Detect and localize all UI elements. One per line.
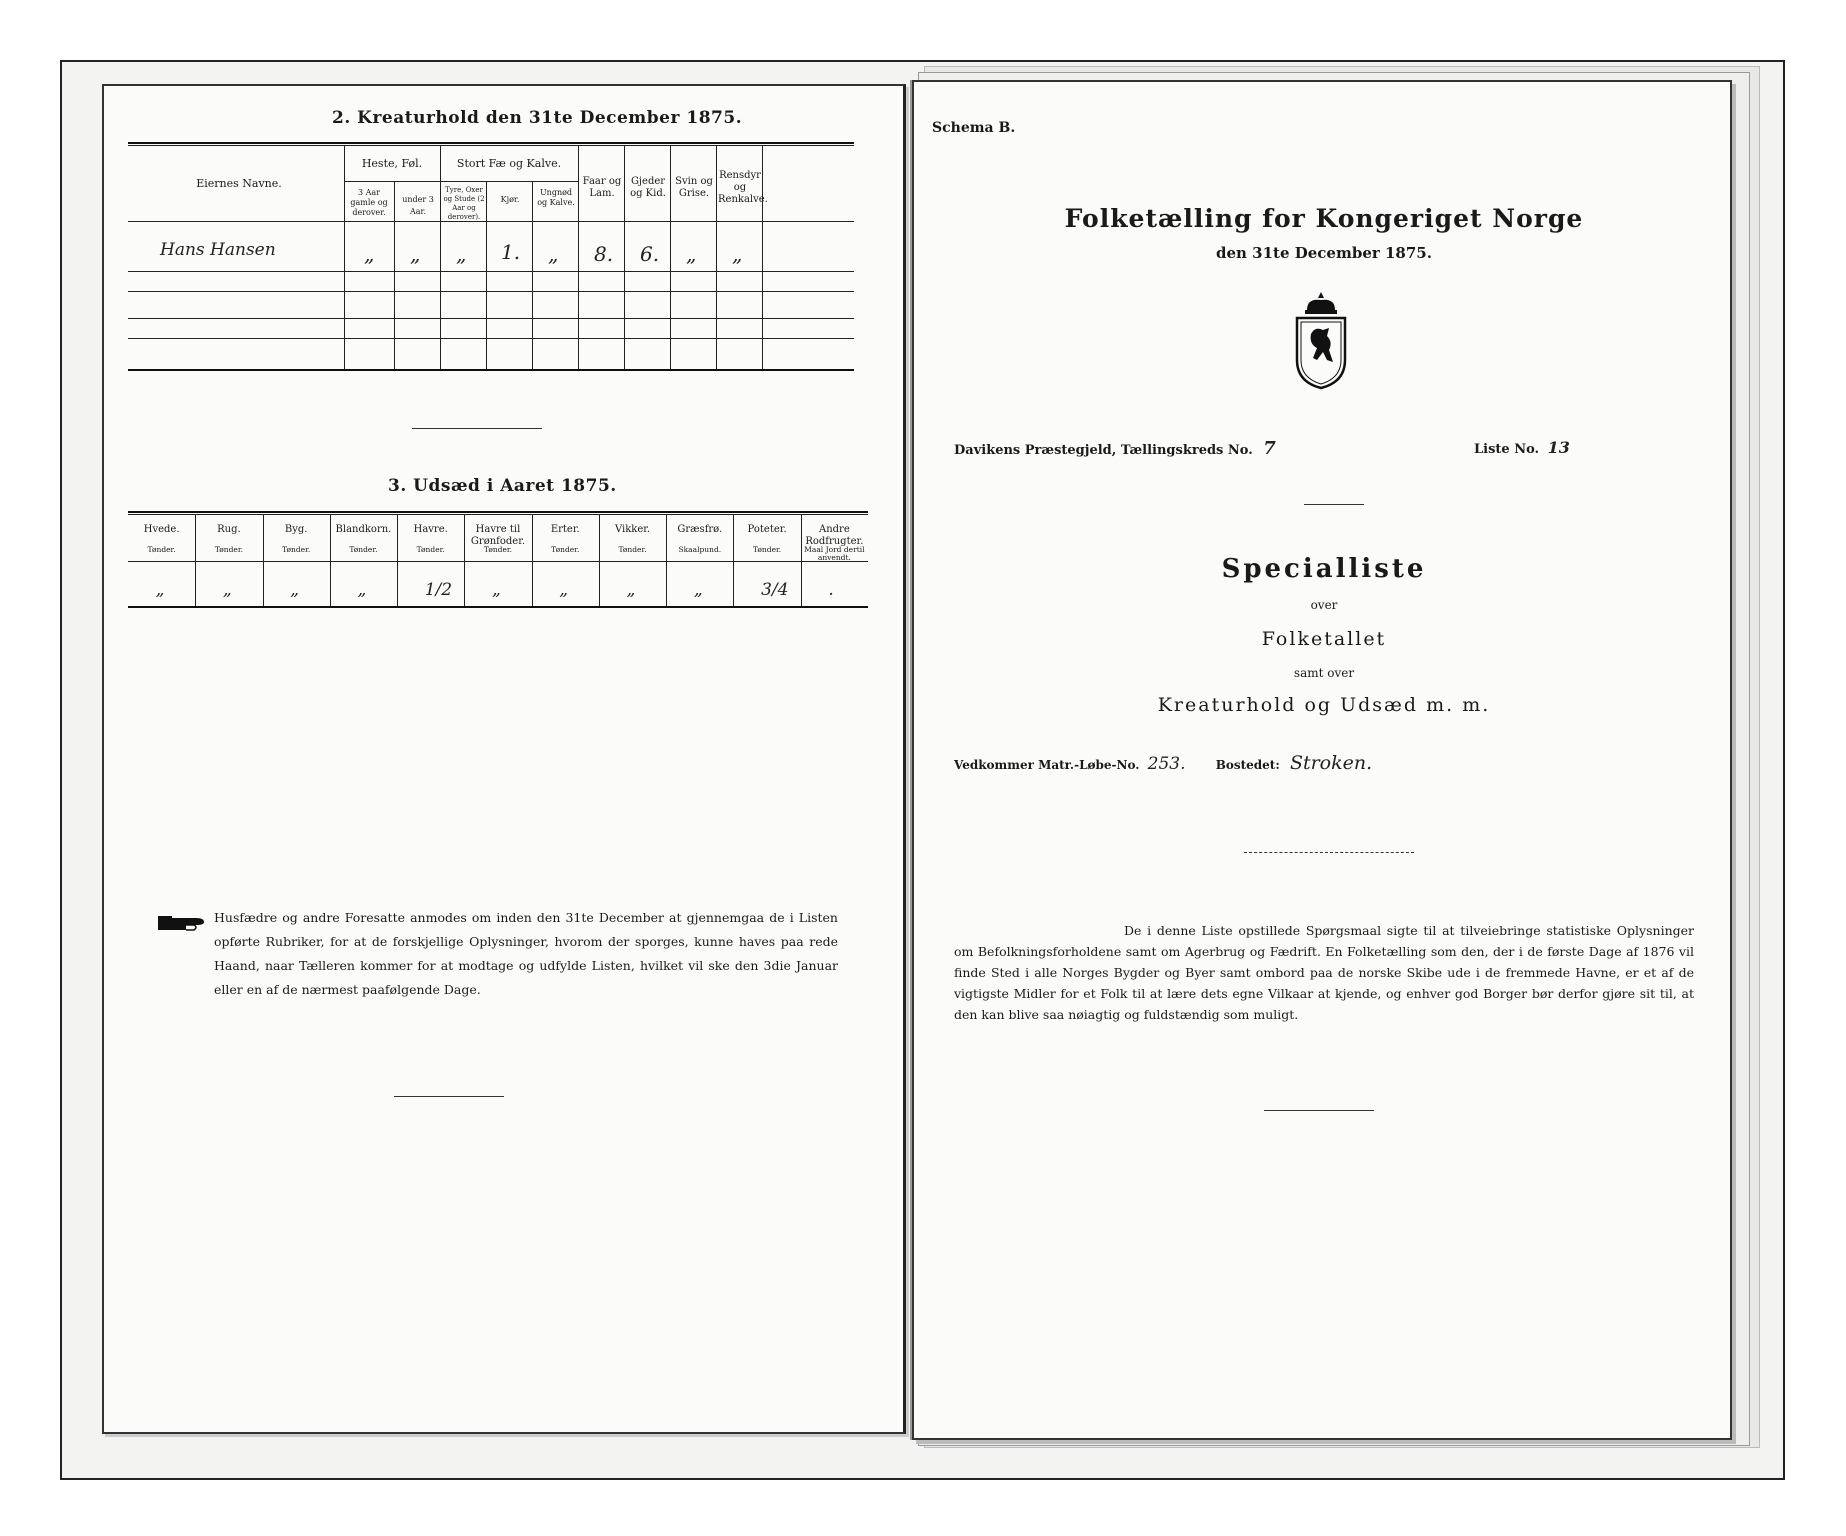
table3-vline bbox=[801, 515, 802, 606]
table3-value: „ bbox=[357, 580, 367, 600]
fae-c-value: „ bbox=[548, 242, 559, 266]
matr-no: 253. bbox=[1147, 754, 1186, 774]
table2-vline bbox=[624, 146, 625, 369]
faar-header: Faar og Lam. bbox=[582, 176, 622, 199]
table3-value: 3/4 bbox=[761, 580, 789, 600]
table2-vline bbox=[578, 146, 579, 369]
table2-top-rule2 bbox=[128, 145, 854, 146]
district-no: 7 bbox=[1263, 438, 1276, 459]
district-label: Tællingskreds No. bbox=[1120, 443, 1253, 458]
folketallet: Folketallet bbox=[1261, 628, 1387, 650]
table2-vline bbox=[344, 146, 345, 369]
table2-row-rule-3 bbox=[128, 318, 854, 319]
table3-col-unit: Skaalpund. bbox=[678, 545, 722, 554]
table2-row-rule-4 bbox=[128, 338, 854, 339]
table3-col-name: Græsfrø. bbox=[677, 524, 723, 535]
table3-col-unit: Tønder. bbox=[416, 545, 445, 554]
table3-vline bbox=[599, 515, 600, 606]
parish-name: Davikens bbox=[954, 443, 1021, 458]
right-page bbox=[912, 80, 1732, 1440]
table3-col-unit: Tønder. bbox=[214, 545, 243, 554]
matr-line bbox=[954, 752, 1372, 774]
heste-a-value: „ bbox=[364, 242, 375, 266]
specialliste-title: Specialliste bbox=[1221, 554, 1427, 584]
table2-header-rule bbox=[128, 221, 854, 222]
parish-label: Præstegjeld, bbox=[1024, 443, 1117, 458]
table3-value: „ bbox=[693, 580, 703, 600]
census-title: Folketælling for Kongeriget Norge bbox=[1064, 204, 1584, 233]
table3-col-name: Havre til Grønfoder. bbox=[470, 524, 526, 547]
fae-a-value: „ bbox=[456, 242, 467, 266]
table3-value: . bbox=[828, 580, 834, 600]
table3-vline bbox=[733, 515, 734, 606]
divider bbox=[412, 428, 542, 429]
table3-vline bbox=[666, 515, 667, 606]
table3-col-unit: Tønder. bbox=[551, 545, 580, 554]
stortfae-header: Stort Fæ og Kalve. bbox=[456, 157, 562, 170]
table2-bottom-rule bbox=[128, 369, 854, 371]
rensdyr-value: „ bbox=[732, 242, 743, 266]
table3-vline bbox=[263, 515, 264, 606]
list-no: 13 bbox=[1547, 438, 1570, 457]
section3-title: 3. Udsæd i Aaret 1875. bbox=[388, 476, 617, 496]
parish-line bbox=[954, 438, 1276, 459]
svin-header: Svin og Grise. bbox=[675, 176, 713, 199]
table3-top-rule2 bbox=[128, 514, 868, 515]
table3-value: „ bbox=[626, 580, 636, 600]
table3-col-unit: Tønder. bbox=[618, 545, 647, 554]
over-1: over bbox=[1310, 598, 1338, 612]
table2-row-rule-2 bbox=[128, 291, 854, 292]
table3-value: „ bbox=[559, 580, 569, 600]
table3-col-unit: Tønder. bbox=[147, 545, 176, 554]
table3-header-rule bbox=[128, 561, 868, 562]
table3-col-unit: Tønder. bbox=[349, 545, 378, 554]
table3-vline bbox=[330, 515, 331, 606]
gjeder-header: Gjeder og Kid. bbox=[630, 176, 666, 199]
table2-vline bbox=[394, 181, 395, 369]
table3-value: „ bbox=[492, 580, 501, 600]
divider bbox=[394, 1096, 504, 1097]
scanned-spread bbox=[60, 60, 1785, 1480]
table3-col-unit: Maal Jord dertil anvendt. bbox=[804, 545, 865, 562]
table2-vline bbox=[440, 146, 441, 369]
table2-row-rule-1 bbox=[128, 271, 854, 272]
notice-text: Husfædre og andre Foresatte anmodes om inden den 31te December at gjennemgaa de i Listen opførte Rubriker, for at de forskjellige Oplysninger, hvorom der sporges, kunne haves paa rede Haand, naar Tælleren kommer for at modtage og udfylde Listen, hvilket vil ske den 3die Januar eller en af de nærmest paafølgende Dage. bbox=[214, 910, 838, 997]
divider bbox=[1244, 852, 1414, 853]
table3-col-unit: Tønder. bbox=[282, 545, 311, 554]
section2-title: 2. Kreaturhold den 31te December 1875. bbox=[332, 108, 743, 128]
heste-a-header: 3 Aar gamle og derover. bbox=[350, 188, 388, 217]
table2-vline bbox=[716, 146, 717, 369]
table3-value: 1/2 bbox=[424, 580, 453, 600]
heste-b-value: „ bbox=[410, 242, 421, 266]
table3-bottom-rule bbox=[128, 606, 868, 608]
svin-value: „ bbox=[686, 242, 697, 266]
left-page bbox=[102, 84, 906, 1434]
table3-col-name: Poteter. bbox=[747, 524, 787, 535]
table3-value: „ bbox=[222, 580, 232, 600]
table3-col-name: Havre. bbox=[413, 524, 448, 535]
table3-col-unit: Tønder. bbox=[753, 545, 782, 554]
owner-name: Hans Hansen bbox=[160, 240, 276, 260]
table2-vline bbox=[532, 181, 533, 369]
table3-vline bbox=[532, 515, 533, 606]
coat-of-arms-icon bbox=[1289, 290, 1353, 390]
matr-label: Vedkommer Matr.-Løbe-No. bbox=[954, 758, 1140, 772]
table3-col-name: Rug. bbox=[217, 524, 241, 535]
table3-col-name: Byg. bbox=[284, 524, 308, 535]
table3-col-name: Vikker. bbox=[614, 524, 651, 535]
table3-col-unit: Tønder. bbox=[483, 545, 513, 554]
table3-vline bbox=[195, 515, 196, 606]
table3-vline bbox=[397, 515, 398, 606]
table2-vline bbox=[670, 146, 671, 369]
table3-value: „ bbox=[155, 580, 165, 600]
divider bbox=[1264, 1110, 1374, 1111]
divider bbox=[1304, 504, 1364, 505]
table2-subheader-rule bbox=[344, 181, 578, 182]
fae-b-value: 1. bbox=[501, 240, 521, 264]
list-label: Liste No. bbox=[1474, 442, 1540, 457]
fae-a-header: Tyre, Oxer og Stude (2 Aar og derover). bbox=[443, 186, 485, 221]
fae-b-header: Kjør. bbox=[500, 195, 520, 204]
heste-header: Heste, Føl. bbox=[361, 157, 423, 170]
owner-header: Eiernes Navne. bbox=[196, 177, 282, 190]
census-date: den 31te December 1875. bbox=[1216, 244, 1432, 262]
heste-b-header: under 3 Aar. bbox=[402, 195, 434, 216]
table3-top-rule bbox=[128, 511, 868, 513]
kreaturhold-title: Kreaturhold og Udsæd m. m. bbox=[1157, 694, 1491, 716]
pointing-hand-icon bbox=[156, 912, 208, 934]
purpose-paragraph: De i denne Liste opstillede Spørgsmaal sigte til at tilveiebringe statistiske Oplysninger om Befolkningsforholdene samt om Agerbrug og Fædrift. En Folketælling som den, der i de første Dage af 1876 vil finde Sted i alle Norges Bygder og Byer samt ombord paa de norske Skibe ude i de fremmede Havne, er et af de vigtigste Midler for et Folk til at lære dets egne Vilkaar at kjende, og enhver god Borger bør derfor gjøre sit til, at den kan blive saa nøiagtig og fuldstændig som muligt. bbox=[954, 923, 1694, 1022]
gjeder-value: 6. bbox=[640, 242, 660, 266]
table2-top-rule bbox=[128, 142, 854, 144]
table2-vline bbox=[486, 181, 487, 369]
fae-c-header: Ungnød og Kalve. bbox=[537, 188, 575, 207]
table3-col-name: Hvede. bbox=[143, 524, 180, 535]
schema-label: Schema B. bbox=[932, 120, 1016, 136]
table3-vline bbox=[464, 515, 465, 606]
table3-col-name: Erter. bbox=[550, 524, 580, 535]
table3-col-name: Andre Rodfrugter. bbox=[805, 524, 864, 547]
bosted-label: Bostedet: bbox=[1215, 758, 1280, 772]
rensdyr-header: Rensdyr og Renkalve. bbox=[718, 170, 768, 205]
bosted-value: Stroken. bbox=[1289, 752, 1373, 774]
list-line bbox=[1474, 438, 1570, 457]
table3-col-name: Blandkorn. bbox=[335, 524, 392, 535]
table3-value: „ bbox=[290, 580, 299, 600]
table2-vline bbox=[762, 146, 763, 369]
samt-over: samt over bbox=[1293, 666, 1355, 680]
faar-value: 8. bbox=[594, 242, 614, 266]
